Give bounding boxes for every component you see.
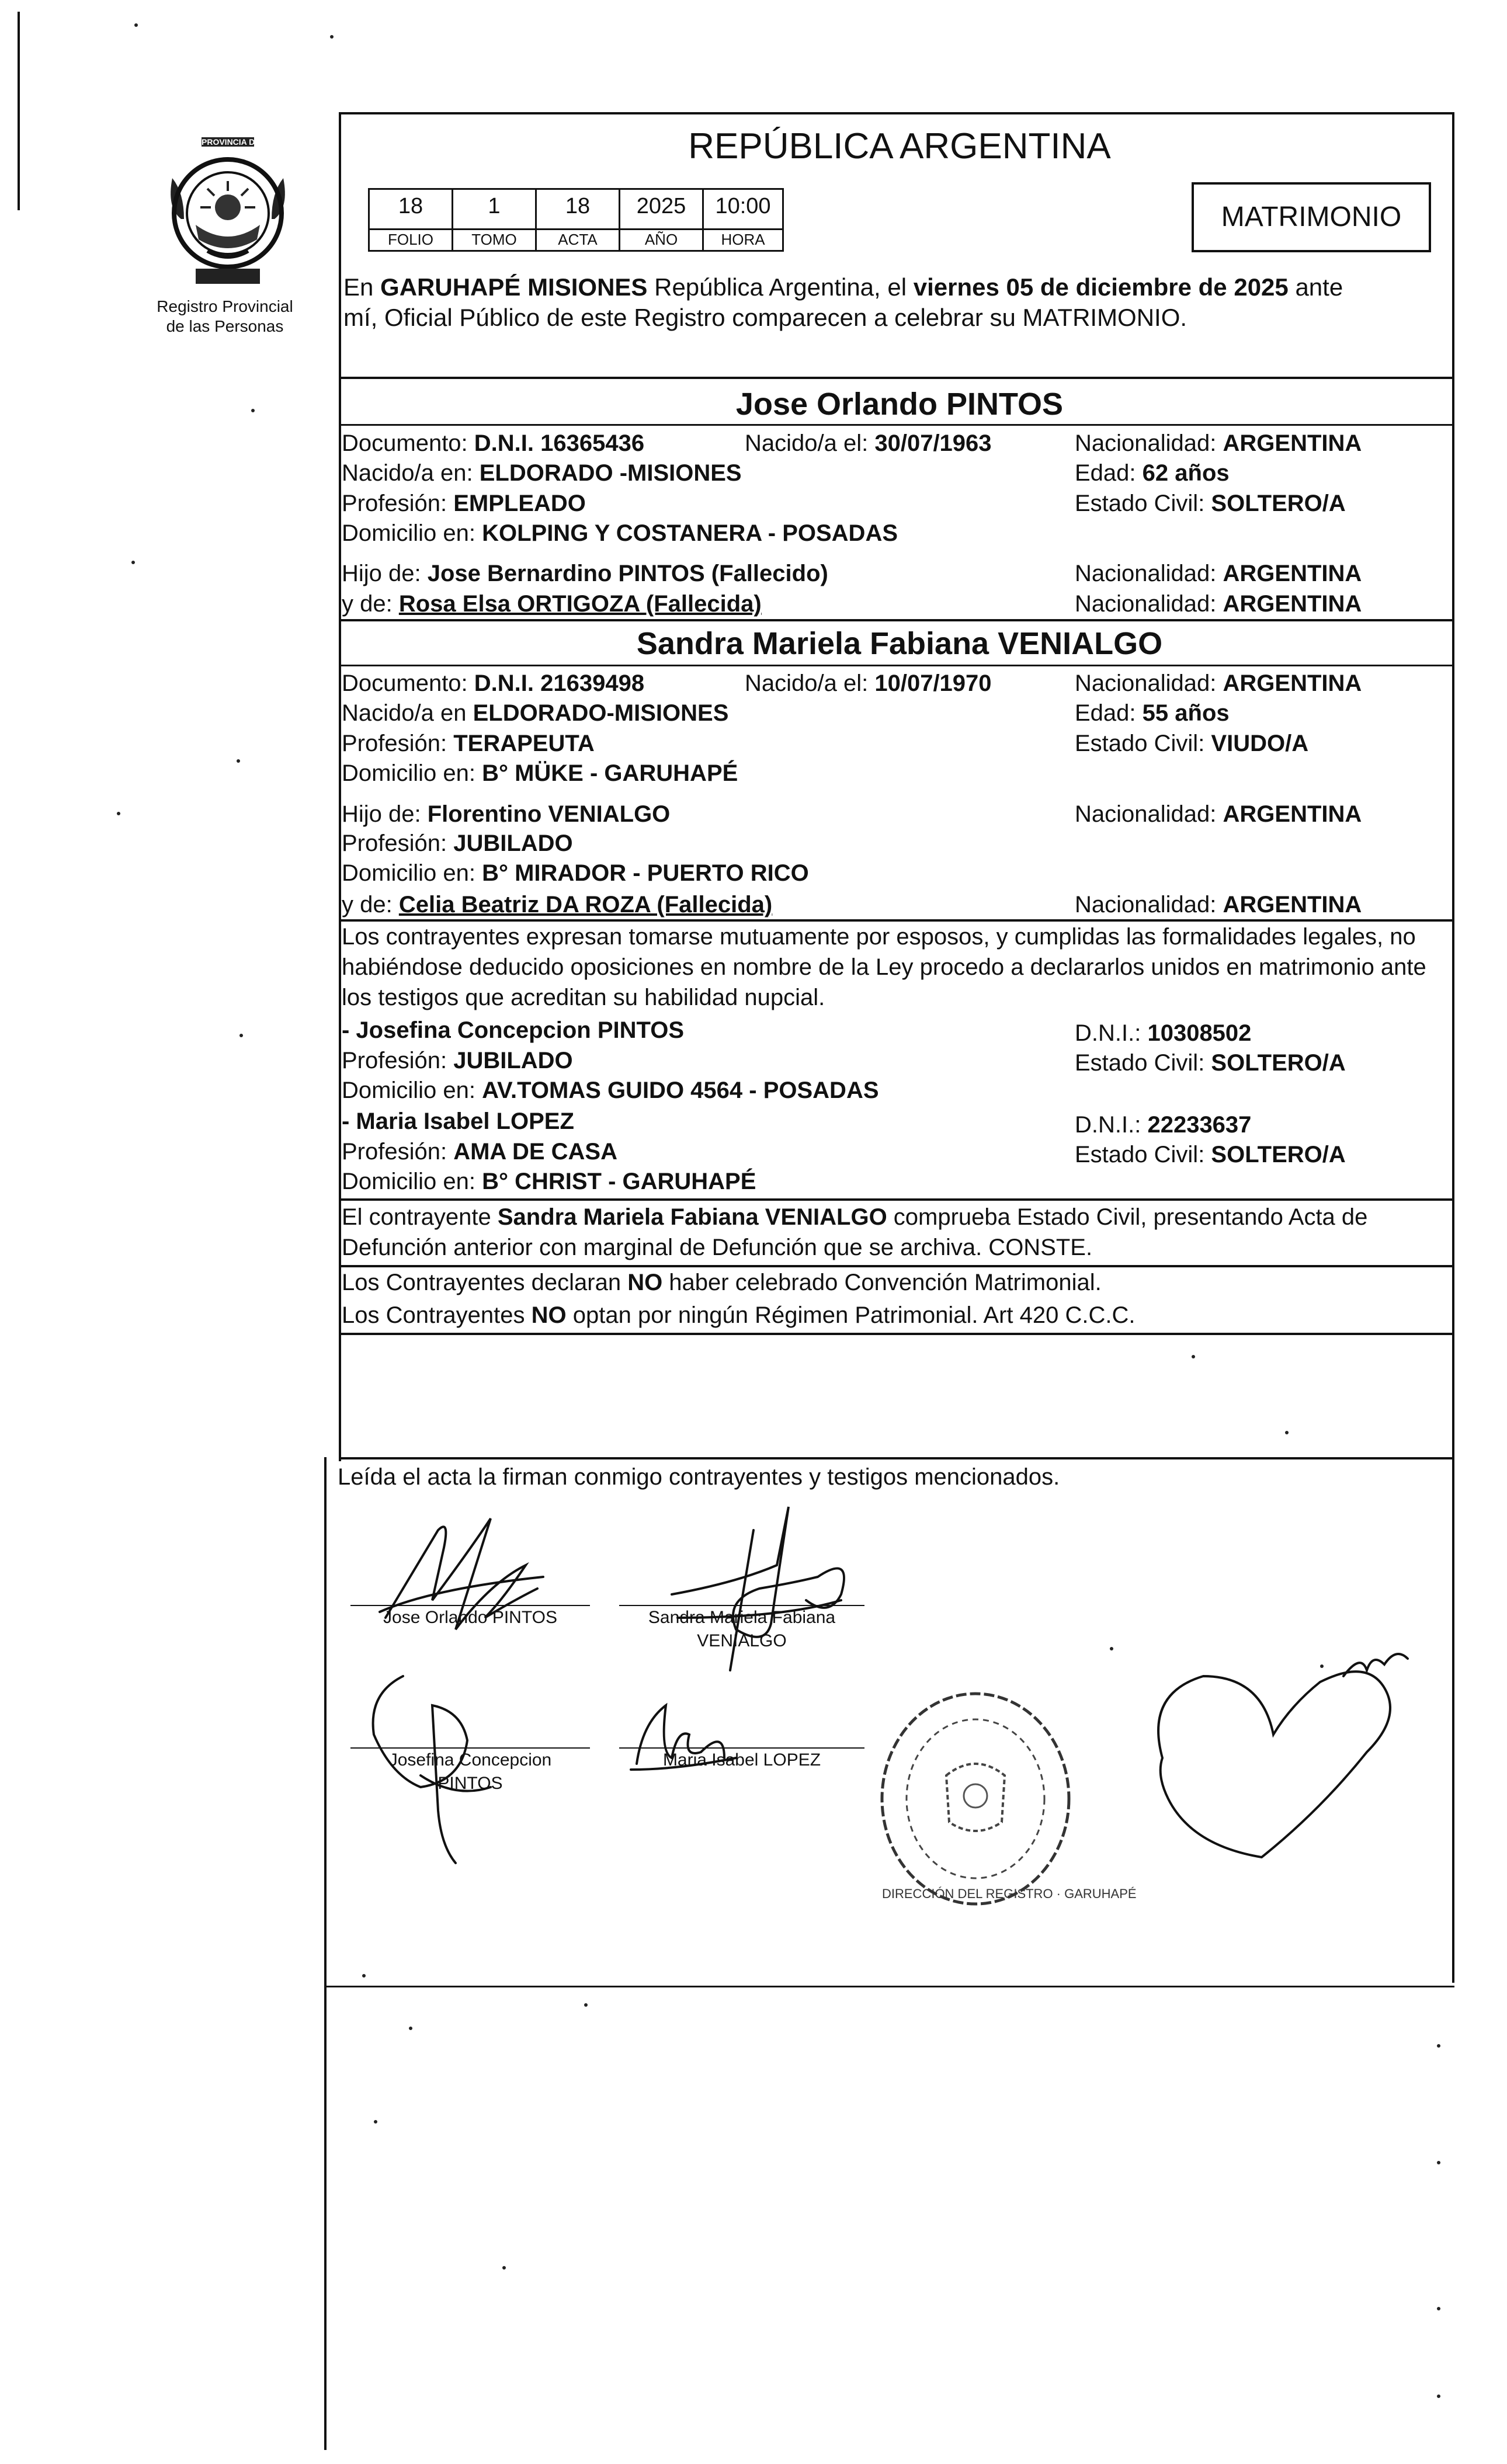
- note-civil-line-1: [342, 1203, 1367, 1231]
- speck: [1192, 1355, 1195, 1358]
- divider-spouse1: [339, 377, 1454, 379]
- value: SOLTERO/A: [1211, 1050, 1346, 1076]
- value: ARGENTINA: [1223, 430, 1362, 456]
- frame-left: [339, 112, 341, 1461]
- spouse2-born: [745, 669, 992, 697]
- label: D.N.I.:: [1075, 1112, 1148, 1138]
- witness2-civil: [1075, 1141, 1346, 1169]
- spouse2-addr: [342, 759, 738, 787]
- witness2-prof: [342, 1138, 617, 1166]
- divider-spouse1-name: [339, 424, 1454, 426]
- sig-label-3a: Josefina Concepcion: [388, 1750, 552, 1770]
- spouse1-civil: [1075, 489, 1346, 517]
- label: Estado Civil:: [1075, 491, 1211, 516]
- value: ARGENTINA: [1223, 892, 1362, 918]
- intro-line-2: mí, Oficial Público de este Registro comparecen a celebrar su MATRIMONIO.: [343, 304, 1187, 331]
- label: Domicilio en:: [342, 1169, 482, 1194]
- witness2-dni: [1075, 1111, 1251, 1139]
- label: Nacionalidad:: [1075, 561, 1223, 586]
- signature-official: [1158, 1654, 1408, 1857]
- spouse2-civil: [1075, 729, 1308, 757]
- text: Los Contrayentes declaran: [342, 1270, 628, 1295]
- witness2-name: - Maria Isabel LOPEZ: [342, 1108, 574, 1134]
- value: 22233637: [1147, 1112, 1252, 1138]
- spouse2-father-nat: [1075, 800, 1362, 828]
- hora-value: 10:00: [702, 188, 784, 230]
- speck: [584, 2003, 588, 2007]
- sig-label-1: Jose Orlando PINTOS: [383, 1608, 557, 1627]
- label: Nacionalidad:: [1075, 892, 1223, 918]
- label: Edad:: [1075, 700, 1143, 726]
- margin-rule: [18, 12, 20, 210]
- witness1-addr: [342, 1076, 879, 1104]
- label: Profesión:: [342, 491, 454, 516]
- spouse2-mother-nat: [1075, 891, 1362, 919]
- acta-value: 18: [535, 188, 620, 230]
- divider-closing: [339, 1457, 1454, 1459]
- folio-value: 18: [368, 188, 453, 230]
- frame-top: [339, 112, 1454, 114]
- spouse1-name: Jose Orlando PINTOS: [735, 387, 1064, 422]
- frame-lower-divider: [324, 1986, 1454, 1987]
- value: B° CHRIST - GARUHAPÉ: [482, 1169, 756, 1194]
- official-stamp: [876, 1688, 1137, 1910]
- label: y de:: [342, 892, 399, 918]
- spouse1-prof: [342, 489, 586, 517]
- value: ARGENTINA: [1223, 561, 1362, 586]
- spouse1-age: [1075, 459, 1230, 487]
- stamp-seal-icon: [876, 1688, 1137, 1910]
- witness1-dni: [1075, 1019, 1251, 1047]
- spouse1-father: [342, 559, 828, 588]
- signature-spouse2: [672, 1507, 844, 1670]
- name: Sandra Mariela Fabiana VENIALGO: [497, 1204, 887, 1230]
- divider-spouse2-name: [339, 665, 1454, 666]
- tomo-label: TOMO: [452, 228, 537, 252]
- value: D.N.I. 21639498: [474, 670, 645, 696]
- spouse2-age: [1075, 699, 1230, 727]
- value: TERAPEUTA: [453, 731, 595, 756]
- frame-right: [1452, 112, 1454, 1461]
- speck: [134, 23, 138, 27]
- intro-text-c: ante: [1288, 273, 1343, 301]
- value: ARGENTINA: [1223, 670, 1362, 696]
- no: NO: [627, 1270, 663, 1295]
- label: Nacido/a el:: [745, 670, 875, 696]
- logo-caption-1: Registro Provincial: [157, 297, 293, 315]
- speck: [1285, 1431, 1289, 1434]
- sig-label-2b: VENIALGO: [697, 1631, 787, 1650]
- value: B° MÜKE - GARUHAPÉ: [482, 760, 738, 786]
- spouse2-mother: [342, 891, 772, 919]
- text: haber celebrado Convención Matrimonial.: [662, 1270, 1102, 1295]
- value: Rosa Elsa ORTIGOZA (Fallecida): [398, 591, 762, 617]
- signature-witness1: [373, 1676, 491, 1863]
- label: Profesión:: [342, 1048, 454, 1073]
- speck: [1437, 2161, 1440, 2164]
- spouse2-father-prof: [342, 829, 573, 857]
- signature-witness2: [631, 1705, 736, 1770]
- anio-label: AÑO: [619, 228, 704, 252]
- label: Estado Civil:: [1075, 1050, 1211, 1076]
- label: y de:: [342, 591, 399, 617]
- speck: [374, 2120, 377, 2124]
- speck: [362, 1974, 366, 1978]
- declaration-line-3: los testigos que acreditan su habilidad nupcial.: [342, 985, 825, 1010]
- text: optan por ningún Régimen Patrimonial. Art 420 C.C.C.: [566, 1302, 1136, 1328]
- value: D.N.I. 16365436: [474, 430, 645, 456]
- closing-text: Leída el acta la firman conmigo contrayentes y testigos mencionados.: [338, 1464, 1060, 1490]
- sig-label-4: Maria Isabel LOPEZ: [662, 1750, 821, 1770]
- label: Edad:: [1075, 460, 1143, 486]
- text: El contrayente: [342, 1204, 498, 1230]
- witness1-civil: [1075, 1049, 1346, 1077]
- spouse2-doc: [342, 669, 644, 697]
- text: comprueba Estado Civil, presentando Acta de: [887, 1204, 1368, 1230]
- value: KOLPING Y COSTANERA - POSADAS: [482, 520, 898, 546]
- coat-of-arms-icon: [161, 137, 303, 295]
- value: Celia Beatriz DA ROZA (Fallecida): [398, 892, 773, 918]
- value: ELDORADO -MISIONES: [479, 460, 742, 486]
- anio-value: 2025: [619, 188, 704, 230]
- note-convention-line-2: [342, 1301, 1136, 1329]
- spouse1-father-nat: [1075, 559, 1362, 588]
- value: 10/07/1970: [874, 670, 992, 696]
- intro-place: GARUHAPÉ MISIONES: [380, 273, 648, 301]
- spouse1-mother: [342, 590, 762, 618]
- intro-line-1: [343, 273, 1343, 301]
- value: SOLTERO/A: [1211, 1142, 1346, 1167]
- value: 30/07/1963: [874, 430, 992, 456]
- hora-label: HORA: [702, 228, 784, 252]
- label: Domicilio en:: [342, 760, 482, 786]
- speck: [1110, 1647, 1113, 1650]
- spouse2-birthplace: [342, 699, 728, 727]
- value: 55 años: [1142, 700, 1230, 726]
- stamp-text: DIRECCIÓN DEL REGISTRO · GARUHAPÉ: [882, 1886, 1137, 1901]
- label: Nacionalidad:: [1075, 801, 1223, 827]
- spouse2-name: Sandra Mariela Fabiana VENIALGO: [636, 626, 1163, 661]
- logo-ring-text: PROVINCIA DE MISIONES: [202, 137, 303, 147]
- declaration-line-2: habiéndose deducido oposiciones en nombre de la Ley procedo a declararlos unidos en matrimonio ante: [342, 954, 1426, 980]
- speck: [1437, 2307, 1440, 2310]
- tomo-value: 1: [452, 188, 537, 230]
- label: Hijo de:: [342, 801, 428, 827]
- intro-text-b: República Argentina, el: [647, 273, 914, 301]
- spouse2-father-addr: [342, 859, 809, 887]
- spouse1-mother-nat: [1075, 590, 1362, 618]
- value: ARGENTINA: [1223, 591, 1362, 617]
- speck: [409, 2027, 412, 2030]
- note-convention-line-1: [342, 1269, 1102, 1297]
- value: ARGENTINA: [1223, 801, 1362, 827]
- value: B° MIRADOR - PUERTO RICO: [482, 860, 809, 886]
- label: Estado Civil:: [1075, 731, 1211, 756]
- spouse2-father: [342, 800, 670, 828]
- spouse1-nat: [1075, 429, 1362, 457]
- spouse1-addr: [342, 519, 898, 547]
- value: 10308502: [1147, 1020, 1252, 1046]
- speck: [1437, 2395, 1440, 2398]
- spouse2-prof: [342, 729, 595, 757]
- speck: [502, 2266, 506, 2270]
- acta-label: ACTA: [535, 228, 620, 252]
- witness1-prof: [342, 1047, 573, 1075]
- label: D.N.I.:: [1075, 1020, 1148, 1046]
- spouse1-birthplace: [342, 459, 742, 487]
- speck: [1437, 2044, 1440, 2048]
- label: Documento:: [342, 670, 474, 696]
- value: EMPLEADO: [453, 491, 586, 516]
- spouse1-born: [745, 429, 992, 457]
- label: Nacionalidad:: [1075, 430, 1223, 456]
- sig-label-2a: Sandra Mariela Fabiana: [648, 1608, 836, 1627]
- label: Nacido/a en: [342, 700, 473, 726]
- label: Profesión:: [342, 1139, 454, 1165]
- label: Nacido/a el:: [745, 430, 875, 456]
- speck: [117, 812, 120, 815]
- speck: [330, 35, 334, 39]
- divider-note-convention: [339, 1265, 1454, 1267]
- label: Domicilio en:: [342, 860, 482, 886]
- value: Jose Bernardino PINTOS (Fallecido): [427, 561, 828, 586]
- folio-label: FOLIO: [368, 228, 453, 252]
- label: Nacionalidad:: [1075, 591, 1223, 617]
- divider-declaration: [339, 919, 1454, 922]
- spouse2-nat: [1075, 669, 1362, 697]
- intro-text-a: En: [343, 273, 381, 301]
- signature-spouse1: [380, 1518, 543, 1629]
- label: Hijo de:: [342, 561, 428, 586]
- label: Domicilio en:: [342, 520, 482, 546]
- speck: [1320, 1664, 1324, 1668]
- value: VIUDO/A: [1211, 731, 1309, 756]
- label: Profesión:: [342, 830, 454, 856]
- act-type: MATRIMONIO: [1221, 201, 1402, 232]
- speck: [251, 409, 255, 412]
- intro-date: viernes 05 de diciembre de 2025: [913, 273, 1289, 301]
- value: AMA DE CASA: [453, 1139, 617, 1165]
- speck: [239, 1034, 243, 1037]
- divider-empty-box: [339, 1333, 1454, 1335]
- value: JUBILADO: [453, 830, 573, 856]
- value: JUBILADO: [453, 1048, 573, 1073]
- registry-logo: [161, 137, 303, 295]
- spouse1-doc: [342, 429, 644, 457]
- text: Los Contrayentes: [342, 1302, 532, 1328]
- label: Nacionalidad:: [1075, 670, 1223, 696]
- page-title: REPÚBLICA ARGENTINA: [688, 126, 1111, 166]
- value: ELDORADO-MISIONES: [473, 700, 729, 726]
- logo-caption-2: de las Personas: [166, 317, 284, 335]
- note-civil-line-2: Defunción anterior con marginal de Defunción que se archiva. CONSTE.: [342, 1235, 1093, 1260]
- value: 62 años: [1142, 460, 1230, 486]
- sig-label-3b: PINTOS: [437, 1774, 503, 1793]
- speck: [237, 759, 240, 763]
- witness2-addr: [342, 1167, 756, 1195]
- value: Florentino VENIALGO: [427, 801, 671, 827]
- divider-spouse2: [339, 619, 1454, 621]
- speck: [131, 561, 135, 564]
- label: Domicilio en:: [342, 1078, 482, 1103]
- witness1-name: - Josefina Concepcion PINTOS: [342, 1017, 685, 1043]
- label: Estado Civil:: [1075, 1142, 1211, 1167]
- declaration-line-1: Los contrayentes expresan tomarse mutuamente por esposos, y cumplidas las formalidades legales, no: [342, 924, 1416, 950]
- divider-note-civil: [339, 1198, 1454, 1201]
- label: Profesión:: [342, 731, 454, 756]
- value: SOLTERO/A: [1211, 491, 1346, 516]
- no: NO: [531, 1302, 567, 1328]
- label: Nacido/a en:: [342, 460, 480, 486]
- value: AV.TOMAS GUIDO 4564 - POSADAS: [482, 1078, 879, 1103]
- label: Documento:: [342, 430, 474, 456]
